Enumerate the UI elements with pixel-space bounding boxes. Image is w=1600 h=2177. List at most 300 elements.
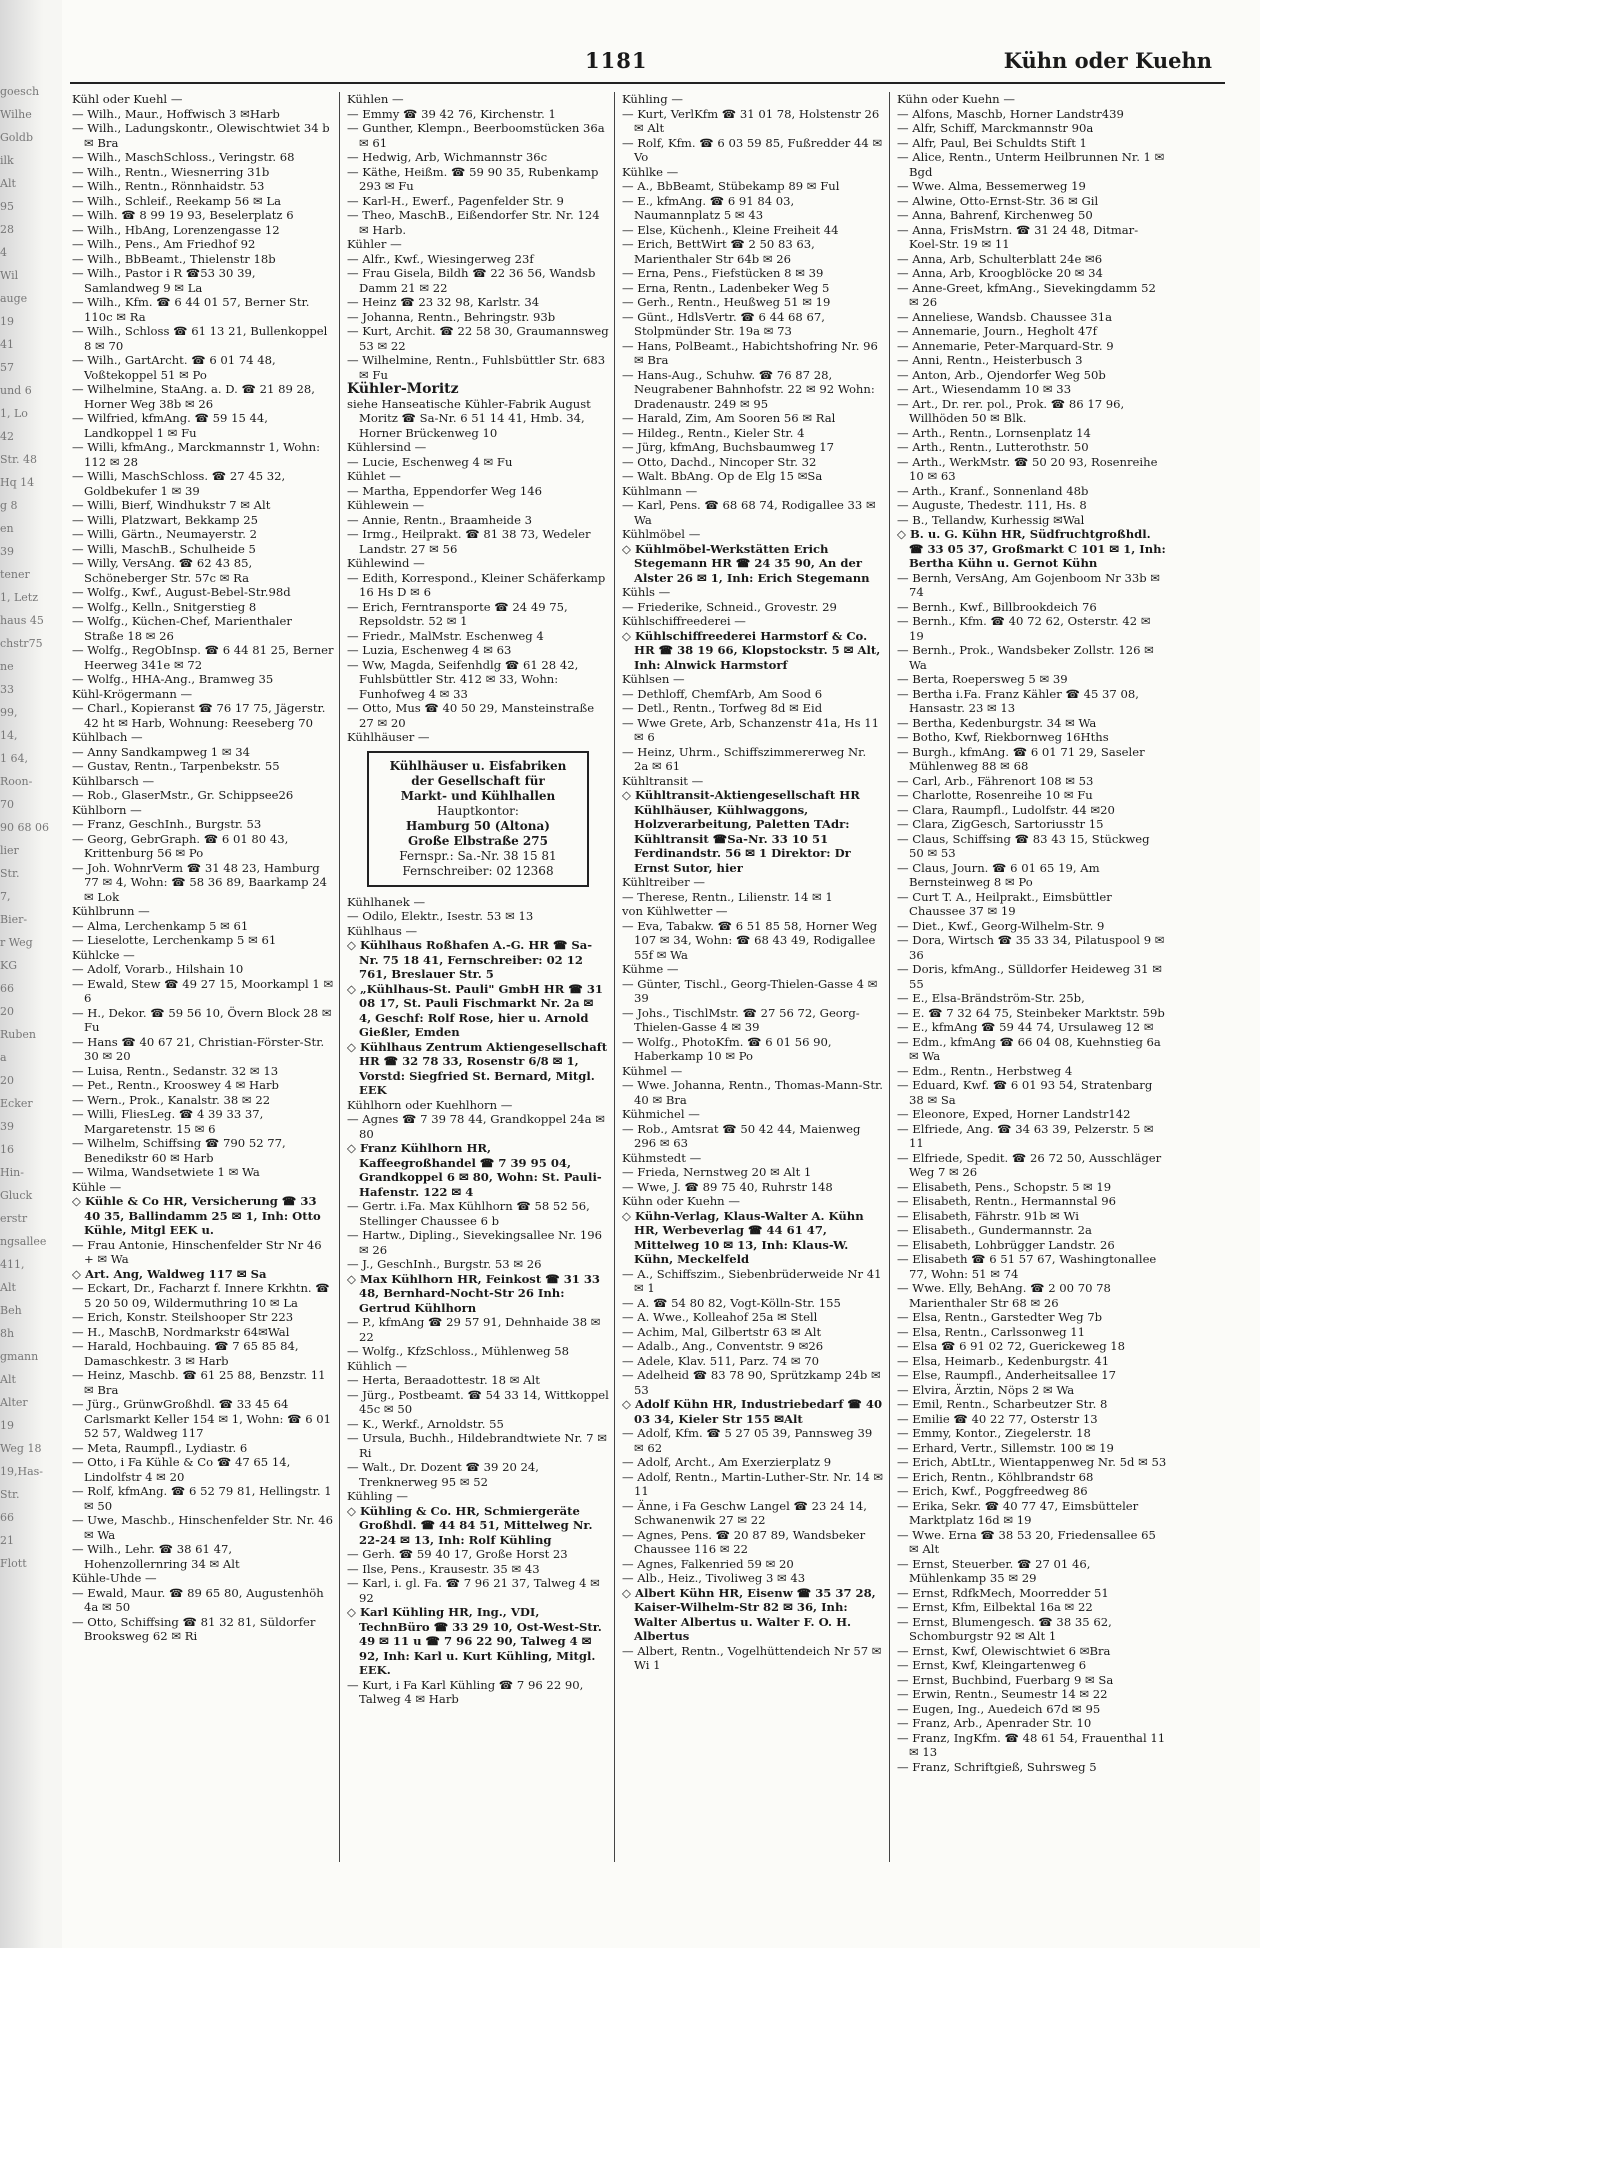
directory-entry: — Clara, Raumpfl., Ludolfstr. 44 ✉20 — [897, 802, 1115, 817]
margin-fragment: Wilhe — [0, 108, 32, 121]
margin-fragment: Hq 14 — [0, 476, 35, 489]
directory-entry: — Auguste, Thedestr. 111, Hs. 8 — [897, 498, 1087, 512]
directory-entry: — Erika, Sekr. ☎ 40 77 47, Eimsbütteler Marktplatz 16d ✉ 19 — [897, 1498, 1139, 1527]
directory-entry: — Hartw., Dipling., Sievekingsallee Nr. 196 ✉ 26 — [347, 1228, 603, 1257]
directory-entry: — Willi, Platzwart, Bekkamp 25 — [72, 512, 258, 527]
margin-fragment: und 6 — [0, 384, 32, 397]
margin-fragment: chstr75 — [0, 637, 43, 650]
margin-fragment: ilk — [0, 154, 14, 167]
margin-fragment: 70 — [0, 798, 14, 811]
directory-entry: — Bernh., Kfm. ☎ 40 72 62, Osterstr. 42 ✉ 19 — [897, 614, 1151, 643]
directory-entry: — Willy, VersAng. ☎ 62 43 85, Schöneberger Str. 57c ✉ Ra — [72, 556, 253, 585]
directory-entry: — Willi, FliesLeg. ☎ 4 39 33 37, Margaretenstr. 15 ✉ 6 — [72, 1107, 264, 1136]
margin-fragment: 90 68 06 — [0, 821, 49, 834]
directory-entry: — Wilh., Schloss ☎ 61 13 21, Bullenkoppel 8 ✉ 70 — [72, 324, 328, 353]
directory-entry: — Hedwig, Arb, Wichmannstr 36c — [347, 150, 548, 164]
directory-entry: — Wilhelmine, StaAng. a. D. ☎ 21 89 28, Horner Weg 38b ✉ 26 — [72, 382, 315, 411]
directory-entry: — Anneliese, Wandsb. Chaussee 31a — [897, 309, 1113, 324]
surname-heading: Kühlersind — — [347, 440, 427, 454]
directory-entry: — Ernst, Kfm, Eilbektal 16a ✉ 22 — [897, 1600, 1093, 1614]
directory-entry: — Erich, Rentn., Köhlbrandstr 68 — [897, 1469, 1094, 1484]
directory-entry: — Anna, FrisMstrn. ☎ 31 24 48, Ditmar-Koel-Str. 19 ✉ 11 — [897, 222, 1139, 251]
margin-fragment: Ecker — [0, 1097, 33, 1110]
surname-heading: Kühn oder Kuehn — — [897, 92, 1015, 106]
directory-entry: — Wilma, Wandsetwiete 1 ✉ Wa — [72, 1165, 260, 1179]
directory-entry: — H., MaschB, Nordmarkstr 64✉Wal — [72, 1324, 290, 1339]
margin-fragment: 95 — [0, 200, 14, 213]
directory-entry: — Elisabeth, Pens., Schopstr. 5 ✉ 19 — [897, 1179, 1112, 1194]
directory-entry: — Ernst, Buchbind, Fuerbarg 9 ✉ Sa — [897, 1672, 1114, 1687]
directory-entry: — Rolf, kfmAng. ☎ 6 52 79 81, Hellingstr. 1 ✉ 50 — [72, 1484, 332, 1513]
directory-entry: — Hans, PolBeamt., Habichtshofring Nr. 96 ✉ Bra — [622, 338, 878, 367]
surname-heading: Kühlhaus — — [347, 923, 418, 938]
surname-heading: Kühlhorn oder Kuehlhorn — — [347, 1097, 513, 1112]
directory-entry: — Kurt, VerlKfm ☎ 31 01 78, Holstenstr 26 ✉ Alt — [622, 106, 880, 135]
directory-entry: — Anni, Rentn., Heisterbusch 3 — [897, 353, 1083, 367]
margin-fragment: 19 — [0, 315, 14, 328]
directory-entry: — Frau Antonie, Hinschenfelder Str Nr 46 + ✉ Wa — [72, 1237, 322, 1266]
directory-entry: — Doris, kfmAng., Sülldorfer Heideweg 31 ✉ 55 — [897, 962, 1162, 991]
margin-fragment: 21 — [0, 1534, 14, 1547]
margin-fragment: Str. — [0, 867, 20, 880]
column-2 — [347, 92, 609, 1882]
directory-entry: — Bertha, Kedenburgstr. 34 ✉ Wa — [897, 715, 1097, 730]
directory-entry: ◇ Kühlmöbel-Werkstätten Erich Stegemann HR ☎ 24 35 90, An der Alster 26 ✉ 1, Inh: Erich Stegemann — [622, 541, 870, 585]
directory-entry: ◇ Kühn-Verlag, Klaus-Walter A. Kühn HR, Werbeverlag ☎ 44 61 47, Mittelweg 10 ✉ 13, Inh: Klaus-W. Kühn, Meckelfeld — [622, 1208, 864, 1266]
directory-entry: — Elsa, Rentn., Garstedter Weg 7b — [897, 1310, 1103, 1324]
advertisement-line: Hauptkontor: — [437, 803, 519, 818]
directory-entry: — Joh. WohnrVerm ☎ 31 48 23, Hamburg 77 ✉ 4, Wohn: ☎ 58 36 89, Baarkamp 24 ✉ Lok — [72, 860, 328, 904]
surname-heading: Kühmel — — [622, 1063, 683, 1078]
surname-heading: Kühlbrunn — — [72, 904, 150, 918]
directory-entry: — Elsa, Heimarb., Kedenburgstr. 41 — [897, 1353, 1110, 1368]
directory-entry: — Odilo, Elektr., Isestr. 53 ✉ 13 — [347, 909, 534, 923]
directory-entry: — Edm., kfmAng ☎ 66 04 08, Kuehnstieg 6a ✉ Wa — [897, 1034, 1161, 1063]
margin-fragment: r Weg — [0, 936, 33, 949]
directory-entry: — Günt., HdlsVertr. ☎ 6 44 68 67, Stolpmünder Str. 19a ✉ 73 — [622, 309, 825, 338]
margin-fragment: Alt — [0, 177, 16, 190]
column-divider — [339, 92, 340, 1862]
surname-heading: Kühl-Krögermann — — [72, 686, 193, 701]
directory-entry: — Adolf, Vorarb., Hilshain 10 — [72, 962, 244, 976]
directory-entry: — Erwin, Rentn., Seumestr 14 ✉ 22 — [897, 1687, 1108, 1701]
directory-entry: — Adalb., Ang., Conventstr. 9 ✉26 — [622, 1339, 824, 1353]
margin-fragment: 39 — [0, 1120, 14, 1133]
directory-entry: — Gunther, Klempn., Beerboomstücken 36a ✉ 61 — [347, 121, 605, 150]
surname-heading: Kühn oder Kuehn — — [622, 1194, 740, 1208]
directory-entry: — Wilh., BbBeamt., Thielenstr 18b — [72, 251, 276, 266]
directory-entry: — Alfr, Paul, Bei Schuldts Stift 1 — [897, 135, 1087, 150]
directory-entry: — Elsa ☎ 6 91 02 72, Guerickeweg 18 — [897, 1339, 1126, 1353]
surname-heading: Kühlewind — — [347, 556, 425, 570]
margin-fragment: 39 — [0, 545, 14, 558]
directory-entry: — Theo, MaschB., Eißendorfer Str. Nr. 124 ✉ Harb. — [347, 208, 600, 237]
directory-entry: — Heinz, Uhrm., Schiffszimmererweg Nr. 2a ✉ 61 — [622, 744, 867, 773]
directory-entry: — Kurt, Archit. ☎ 22 58 30, Graumannsweg 53 ✉ 22 — [347, 324, 609, 353]
directory-entry: — E., kfmAng. ☎ 6 91 84 03, Naumannplatz 5 ✉ 43 — [622, 193, 795, 222]
directory-entry: — Erhard, Vertr., Sillemstr. 100 ✉ 19 — [897, 1440, 1114, 1455]
directory-entry: — Erna, Pens., Fiefstücken 8 ✉ 39 — [622, 266, 824, 280]
directory-entry: — E. ☎ 7 32 64 75, Steinbeker Marktstr. 59b — [897, 1005, 1165, 1020]
directory-entry: — Otto, Dachd., Nincoper Str. 32 — [622, 454, 817, 469]
surname-heading: Kühlhanek — — [347, 894, 426, 909]
directory-entry: — Anna, Arb, Kroogblöcke 20 ✉ 34 — [897, 266, 1103, 280]
directory-entry: — Elfriede, Ang. ☎ 34 63 39, Pelzerstr. 5 ✉ 11 — [897, 1121, 1154, 1150]
running-head: Kühn oder Kuehn — [1003, 48, 1212, 73]
directory-entry: — Wilh., Rentn., Rönnhaidstr. 53 — [72, 179, 265, 193]
directory-entry: — Alwine, Otto-Ernst-Str. 36 ✉ Gil — [897, 193, 1099, 208]
margin-fragment: Hin- — [0, 1166, 24, 1179]
margin-fragment: 41 — [0, 338, 14, 351]
margin-fragment: 14, — [0, 729, 18, 742]
directory-entry: — Wolfg., HHA-Ang., Bramweg 35 — [72, 672, 274, 686]
directory-entry: — Luzia, Eschenweg 4 ✉ 63 — [347, 643, 512, 657]
directory-entry: — Luisa, Rentn., Sedanstr. 32 ✉ 13 — [72, 1063, 279, 1078]
directory-entry: — Adolf, Kfm. ☎ 5 27 05 39, Pannsweg 39 ✉ 62 — [622, 1426, 873, 1455]
directory-entry: — A. ☎ 54 80 82, Vogt-Kölln-Str. 155 — [622, 1295, 841, 1310]
directory-entry: — Erich, Kwf., Poggfreedweg 86 — [897, 1484, 1088, 1498]
directory-entry: — Ilse, Pens., Krausestr. 35 ✉ 43 — [347, 1561, 540, 1576]
directory-entry: — Franz, Schriftgieß, Suhrsweg 5 — [897, 1759, 1097, 1774]
directory-entry: — Detl., Rentn., Torfweg 8d ✉ Eid — [622, 701, 823, 715]
directory-entry: — Gerh., Rentn., Heußweg 51 ✉ 19 — [622, 295, 831, 309]
directory-entry: — Frieda, Nernstweg 20 ✉ Alt 1 — [622, 1165, 812, 1179]
directory-entry: — Otto, Schiffsing ☎ 81 32 81, Süldorfer Brooksweg 62 ✉ Ri — [72, 1614, 316, 1643]
directory-entry: — Friederike, Schneid., Grovestr. 29 — [622, 599, 837, 614]
directory-entry: — Anne-Greet, kfmAng., Sievekingdamm 52 ✉ 26 — [897, 280, 1156, 309]
directory-entry: — Carl, Arb., Fährenort 108 ✉ 53 — [897, 773, 1094, 788]
margin-fragment: a — [0, 1051, 7, 1064]
margin-fragment: Alt — [0, 1373, 16, 1386]
directory-entry: — Wolfg., PhotoKfm. ☎ 6 01 56 90, Haberkamp 10 ✉ Po — [622, 1034, 832, 1063]
directory-entry: — Meta, Raumpfl., Lydiastr. 6 — [72, 1440, 248, 1455]
directory-entry: — Claus, Schiffsing ☎ 83 43 15, Stückweg 50 ✉ 53 — [897, 831, 1150, 860]
directory-entry: — Charl., Kopieranst ☎ 76 17 75, Jägerstr. 42 ht ✉ Harb, Wohnung: Reeseberg 70 — [72, 701, 326, 730]
directory-entry: — Gertr. i.Fa. Max Kühlhorn ☎ 58 52 56, Stellinger Chaussee 6 b — [347, 1199, 590, 1228]
surname-heading: Kühle — — [72, 1179, 122, 1194]
directory-entry: — Wolfg., RegObInsp. ☎ 6 44 81 25, Berner Heerweg 341e ✉ 72 — [72, 643, 334, 672]
directory-entry: — Alfons, Maschb, Horner Landstr439 — [897, 106, 1124, 121]
directory-entry: — Jürg., GrünwGroßhdl. ☎ 33 45 64 Carlsmarkt Keller 154 ✉ 1, Wohn: ☎ 6 01 52 57, Waldweg 117 — [72, 1397, 332, 1440]
margin-fragment: 33 — [0, 683, 14, 696]
margin-fragment: 20 — [0, 1005, 14, 1018]
margin-fragment: g 8 — [0, 499, 18, 512]
margin-fragment: Str. — [0, 1488, 20, 1501]
directory-entry: — Wolfg., Kwf., August-Bebel-Str.98d — [72, 585, 291, 599]
directory-entry: ◇ Karl Kühling HR, Ing., VDI, TechnBüro ☎ 33 29 10, Ost-West-Str. 49 ✉ 11 u ☎ 7 96 22 90, Talweg 4 ✉ 92, Inh: Karl u. Kurt Kühling, Mitgl. EEK. — [347, 1605, 602, 1677]
surname-heading: Kühlsen — — [622, 672, 685, 686]
directory-entry: — A. Wwe., Kolleahof 25a ✉ Stell — [622, 1310, 818, 1324]
surname-heading: Kühmstedt — — [622, 1150, 702, 1165]
directory-entry: — Alfr, Schiff, Marckmannstr 90a — [897, 121, 1094, 135]
directory-entry: — Dora, Wirtsch ☎ 35 33 34, Pilatuspool 9 ✉ 36 — [897, 933, 1165, 962]
directory-entry: — Eleonore, Exped, Horner Landstr142 — [897, 1107, 1131, 1121]
directory-entry: — Otto, i Fa Kühle & Co ☎ 47 65 14, Lindolfstr 4 ✉ 20 — [72, 1455, 291, 1484]
margin-fragment: 1 64, — [0, 752, 28, 765]
directory-entry: — Johanna, Rentn., Behringstr. 93b — [347, 309, 556, 324]
margin-fragment: Gluck — [0, 1189, 33, 1202]
surname-heading: Kühlewein — — [347, 498, 425, 512]
directory-entry: — Elisabeth, Fährstr. 91b ✉ Wi — [897, 1208, 1079, 1223]
margin-fragment: ngsallee — [0, 1235, 47, 1248]
directory-entry: — Gerh. ☎ 59 40 17, Große Horst 23 — [347, 1547, 568, 1561]
directory-entry: — Wern., Prok., Kanalstr. 38 ✉ 22 — [72, 1092, 271, 1107]
margin-fragment: 28 — [0, 223, 14, 236]
directory-entry: ◇ Max Kühlhorn HR, Feinkost ☎ 31 33 48, Bernhard-Nocht-Str 26 Inh: Gertrud Kühlhorn — [347, 1271, 601, 1315]
margin-fragment: auge — [0, 292, 28, 305]
margin-fragment: 66 — [0, 1511, 14, 1524]
previous-page-margin — [0, 80, 60, 1575]
directory-entry: — Willi, Gärtn., Neumayerstr. 2 — [72, 527, 258, 541]
margin-fragment: Goldb — [0, 131, 34, 144]
directory-entry: — Erich, Konstr. Steilshooper Str 223 — [72, 1310, 294, 1324]
directory-entry: — Claus, Journ. ☎ 6 01 65 19, Am Bernsteinweg 8 ✉ Po — [897, 860, 1100, 889]
directory-entry: — Elisabeth, Rentn., Hermannstal 96 — [897, 1194, 1117, 1208]
directory-entry: — Ernst, Kwf, Kleingartenweg 6 — [897, 1658, 1087, 1672]
directory-entry: — Arth., Rentn., Lornsenplatz 14 — [897, 425, 1091, 440]
margin-fragment: 42 — [0, 430, 14, 443]
surname-heading: Kühlke — — [622, 164, 679, 179]
directory-entry: — Else, Küchenh., Kleine Freiheit 44 — [622, 222, 839, 237]
directory-entry: — Jürg, kfmAng, Buchsbaumweg 17 — [622, 440, 835, 454]
directory-entry: — Curt T. A., Heilprakt., Eimsbüttler Chaussee 37 ✉ 19 — [897, 889, 1112, 918]
directory-entry: — Willi, Bierf, Windhukstr 7 ✉ Alt — [72, 498, 271, 512]
directory-entry: — Wilh., HbAng, Lorenzengasse 12 — [72, 222, 280, 237]
directory-entry: — Kurt, i Fa Karl Kühling ☎ 7 96 22 90, Talweg 4 ✉ Harb — [347, 1677, 584, 1706]
directory-entry: — Ewald, Maur. ☎ 89 65 80, Augustenhöh 4a ✉ 50 — [72, 1585, 324, 1614]
directory-entry: ◇ Kühltransit-Aktiengesellschaft HR Kühlhäuser, Kühlwaggons, Holzverarbeitung, Paletten TAdr: Kühltransit ☎Sa-Nr. 33 10 51 Ferdinandstr. 56 ✉ 1 Direktor: Dr Ernst Sutor, hier — [622, 788, 860, 875]
directory-entry: — Bernh., Kwf., Billbrookdeich 76 — [897, 599, 1097, 614]
column-1 — [72, 92, 334, 1882]
directory-entry: — Wwe. Alma, Bessemerweg 19 — [897, 179, 1086, 193]
margin-fragment: 1, Letz — [0, 591, 39, 604]
directory-entry: ◇ Art. Ang, Waldweg 117 ✉ Sa — [72, 1266, 267, 1281]
directory-entry: — H., Dekor. ☎ 59 56 10, Övern Block 28 ✉ Fu — [72, 1005, 332, 1034]
directory-entry: — Annie, Rentn., Braamheide 3 — [347, 512, 533, 527]
directory-entry: — Alfr., Kwf., Wiesingerweg 23f — [347, 251, 534, 266]
directory-entry: — Erich, Ferntransporte ☎ 24 49 75, Repsoldstr. 52 ✉ 1 — [347, 599, 568, 628]
directory-entry: — K., Werkf., Arnoldstr. 55 — [347, 1416, 504, 1431]
directory-entry: — E., kfmAng ☎ 59 44 74, Ursulaweg 12 ✉ — [897, 1020, 1154, 1034]
directory-entry: — Alb., Heiz., Tivoliweg 3 ✉ 43 — [622, 1571, 806, 1585]
directory-entry: — Elsa, Rentn., Carlssonweg 11 — [897, 1324, 1085, 1339]
directory-entry: — Burgh., kfmAng. ☎ 6 01 71 29, Saseler Mühlenweg 88 ✉ 68 — [897, 744, 1145, 773]
directory-entry: — Wwe. Erna ☎ 38 53 20, Friedensallee 65 ✉ Alt — [897, 1527, 1156, 1556]
surname-heading: Kühltransit — — [622, 773, 704, 788]
column-3 — [622, 92, 884, 1882]
directory-entry: — Wilh., Schleif., Reekamp 56 ✉ La — [72, 193, 281, 208]
margin-fragment: gmann — [0, 1350, 39, 1363]
surname-heading: Kühl oder Kuehl — — [72, 92, 183, 106]
directory-entry: — Rolf, Kfm. ☎ 6 03 59 85, Fußredder 44 ✉ Vo — [622, 135, 883, 164]
directory-entry: — Erich, BettWirt ☎ 2 50 83 63, Marienthaler Str 64b ✉ 26 — [622, 237, 815, 266]
directory-entry: — Agnes, Pens. ☎ 20 87 89, Wandsbeker Chaussee 116 ✉ 22 — [622, 1527, 866, 1556]
directory-entry: — Edm., Rentn., Herbstweg 4 — [897, 1063, 1073, 1078]
directory-entry: ◇ Albert Kühn HR, Eisenw ☎ 35 37 28, Kaiser-Wilhelm-Str 82 ✉ 36, Inh: Walter Albertus u. Walter F. O. H. Albertus — [622, 1585, 876, 1643]
directory-entry: — Hans-Aug., Schuhw. ☎ 76 87 28, Neugrabener Bahnhofstr. 22 ✉ 92 Wohn: Dradenaustr. 249 ✉ 95 — [622, 367, 875, 411]
directory-entry: — Annemarie, Peter-Marquard-Str. 9 — [897, 338, 1114, 353]
directory-entry: — Berta, Roepersweg 5 ✉ 39 — [897, 672, 1068, 686]
directory-entry: — Wwe. Johanna, Rentn., Thomas-Mann-Str. 40 ✉ Bra — [622, 1078, 883, 1107]
directory-entry: — Franz, IngKfm. ☎ 48 61 54, Frauenthal 11 ✉ 13 — [897, 1730, 1166, 1759]
directory-entry: — Else, Raumpfl., Anderheitsallee 17 — [897, 1368, 1117, 1382]
directory-entry: — Wilh., Maur., Hoffwisch 3 ✉Harb — [72, 106, 280, 121]
directory-entry: — Wilh., Kfm. ☎ 6 44 01 57, Berner Str. 110c ✉ Ra — [72, 295, 310, 324]
column-divider — [614, 92, 615, 1862]
margin-fragment: 16 — [0, 1143, 14, 1156]
surname-heading: Kühling — — [622, 92, 683, 106]
directory-entry: — Wolfg., Kelln., Snitgerstieg 8 — [72, 599, 257, 614]
directory-entry: — Eduard, Kwf. ☎ 6 01 93 54, Stratenbarg 38 ✉ Sa — [897, 1078, 1153, 1107]
directory-entry: — Otto, Mus ☎ 40 50 29, Mansteinstraße 27 ✉ 20 — [347, 701, 595, 730]
directory-entry: — A., BbBeamt, Stübekamp 89 ✉ Ful — [622, 179, 840, 193]
directory-entry: — Wilh., Lehr. ☎ 38 61 47, Hohenzollernring 34 ✉ Alt — [72, 1542, 240, 1571]
directory-entry: — Anton, Arb., Ojendorfer Weg 50b — [897, 367, 1106, 382]
directory-entry: — Dethloff, ChemfArb, Am Sood 6 — [622, 686, 823, 701]
margin-fragment: 66 — [0, 982, 14, 995]
margin-fragment: en — [0, 522, 14, 535]
directory-entry: — Martha, Eppendorfer Weg 146 — [347, 483, 543, 498]
directory-entry: — Rob., Amtsrat ☎ 50 42 44, Maienweg 296 ✉ 63 — [622, 1121, 861, 1150]
directory-entry: — Eckart, Dr., Facharzt f. Innere Krkhtn. ☎ 5 20 50 09, Wildermuthring 10 ✉ La — [72, 1281, 330, 1310]
directory-entry: — Art., Wiesendamm 10 ✉ 33 — [897, 382, 1072, 396]
margin-fragment: 99, — [0, 706, 18, 719]
directory-entry: — Emil, Rentn., Scharbeutzer Str. 8 — [897, 1397, 1108, 1411]
directory-entry: — Lucie, Eschenweg 4 ✉ Fu — [347, 454, 513, 469]
directory-entry: — Agnes, Falkenried 59 ✉ 20 — [622, 1556, 794, 1571]
directory-entry: ◇ „Kühlhaus-St. Pauli" GmbH HR ☎ 31 08 17, St. Pauli Fischmarkt Nr. 2a ✉ 4, Geschf: Rolf Rose, hier u. Arnold Gießler, Emden — [347, 981, 603, 1039]
directory-entry: — Friedr., MalMstr. Eschenweg 4 — [347, 628, 544, 643]
directory-entry: — Wilhelm, Schiffsing ☎ 790 52 77, Benedikstr 60 ✉ Harb — [72, 1136, 286, 1165]
margin-fragment: Weg 18 — [0, 1442, 42, 1455]
surname-heading: Kühlcke — — [72, 947, 135, 962]
directory-entry: — Käthe, Heißm. ☎ 59 90 35, Rubenkamp 293 ✉ Fu — [347, 164, 599, 193]
directory-entry: — Wwe. Elly, BehAng. ☎ 2 00 70 78 Marienthaler Str 68 ✉ 26 — [897, 1281, 1111, 1310]
blank-area — [0, 1948, 1600, 2177]
directory-entry: — Wilhelmine, Rentn., Fuhlsbüttler Str. 683 ✉ Fu — [347, 353, 606, 382]
directory-entry: — Ernst, RdfkMech, Moorredder 51 — [897, 1585, 1109, 1600]
surname-heading: Kühlmöbel — — [622, 527, 701, 541]
directory-entry: — Bernh, VersAng, Am Gojenboom Nr 33b ✉ 74 — [897, 570, 1161, 599]
directory-entry: — Ww, Magda, Seifenhdlg ☎ 61 28 42, Fuhlsbüttler Str. 412 ✉ 33, Wohn: Funhofweg 4 ✉ 33 — [347, 657, 579, 701]
advertisement-line: Große Elbstraße 275 — [408, 833, 548, 848]
directory-entry: — Wilh., Pastor i R ☎53 30 39, Samlandweg 9 ✉ La — [72, 266, 256, 295]
directory-entry: — Johs., TischlMstr. ☎ 27 56 72, Georg-Thielen-Gasse 4 ✉ 39 — [622, 1005, 860, 1034]
directory-entry: — Elvira, Ärztin, Nöps 2 ✉ Wa — [897, 1382, 1075, 1397]
surname-heading: Kühler-Moritz — [347, 381, 459, 397]
margin-fragment: 4 — [0, 246, 7, 259]
surname-heading: Kühmichel — — [622, 1107, 700, 1121]
column-divider — [889, 92, 890, 1862]
directory-entry: — Elisabeth., Gundermannstr. 2a — [897, 1223, 1092, 1237]
margin-fragment: Roon- — [0, 775, 33, 788]
directory-entry: — Clara, ZigGesch, Sartoriusstr 15 — [897, 817, 1104, 831]
surname-heading: Kühlet — — [347, 469, 401, 483]
directory-entry: — Bernh., Prok., Wandsbeker Zollstr. 126 ✉ Wa — [897, 643, 1154, 672]
directory-entry: — Irmg., Heilprakt. ☎ 81 38 73, Wedeler Landstr. 27 ✉ 56 — [347, 527, 591, 556]
surname-heading: Kühme — — [622, 962, 679, 976]
directory-entry: — Erna, Rentn., Ladenbeker Weg 5 — [622, 280, 830, 295]
surname-heading: Kühlborn — — [72, 802, 142, 817]
margin-fragment: Alt — [0, 1281, 16, 1294]
margin-fragment: goesch — [0, 85, 40, 98]
advertisement-line: Fernschreiber: 02 12368 — [402, 863, 554, 878]
advertisement-line: Hamburg 50 (Altona) — [406, 818, 550, 833]
directory-entry: — Wilh., Rentn., Wiesnerring 31b — [72, 164, 270, 179]
directory-entry: — Therese, Rentn., Lilienstr. 14 ✉ 1 — [622, 889, 833, 904]
directory-entry: — Willi, MaschB., Schulheide 5 — [72, 541, 256, 556]
directory-entry: — Anna, Bahrenf, Kirchenweg 50 — [897, 208, 1093, 222]
directory-entry: — Karl, i. gl. Fa. ☎ 7 96 21 37, Talweg 4 ✉ 92 — [347, 1576, 600, 1605]
directory-entry: — Heinz ☎ 23 32 98, Karlstr. 34 — [347, 295, 540, 309]
margin-fragment: 8h — [0, 1327, 15, 1340]
directory-entry: — Ursula, Buchh., Hildebrandtwiete Nr. 7 ✉ Ri — [347, 1431, 607, 1460]
directory-entry: — Adolf, Rentn., Martin-Luther-Str. Nr. 14 ✉ 11 — [622, 1469, 884, 1498]
directory-entry: — Eva, Tabakw. ☎ 6 51 85 58, Horner Weg 107 ✉ 34, Wohn: ☎ 68 43 49, Rodigallee 55f ✉ Wa — [622, 918, 878, 962]
directory-entry: — Bertha i.Fa. Franz Kähler ☎ 45 37 08, Hansastr. 23 ✉ 13 — [897, 686, 1139, 715]
margin-fragment: Str. 48 — [0, 453, 37, 466]
directory-entry: — Ernst, Kwf, Olewischtwiet 6 ✉Bra — [897, 1643, 1111, 1658]
surname-heading: Kühltreiber — — [622, 875, 705, 889]
directory-entry: — Elisabeth, Lohbrügger Landstr. 26 — [897, 1237, 1115, 1252]
directory-entry: — Lieselotte, Lerchenkamp 5 ✉ 61 — [72, 933, 277, 947]
directory-entry: — Alma, Lerchenkamp 5 ✉ 61 — [72, 918, 249, 933]
advertisement-line: Fernspr.: Sa.-Nr. 38 15 81 — [399, 848, 557, 863]
directory-entry: — Rob., GlaserMstr., Gr. Schippsee26 — [72, 788, 294, 802]
directory-entry: — P., kfmAng ☎ 29 57 91, Dehnhaide 38 ✉ 22 — [347, 1315, 601, 1344]
directory-entry: ◇ Kühling & Co. HR, Schmiergeräte Großhdl. ☎ 44 84 51, Mittelweg Nr. 22-24 ✉ 13, Inh: Rolf Kühling — [347, 1503, 593, 1547]
directory-entry: — Frau Gisela, Bildh ☎ 22 36 56, Wandsb Damm 21 ✉ 22 — [347, 266, 596, 295]
directory-entry: — Harald, Zim, Am Sooren 56 ✉ Ral — [622, 411, 836, 425]
directory-entry: — Agnes ☎ 7 39 78 44, Grandkoppel 24a ✉ 80 — [347, 1112, 605, 1141]
directory-entry: — Wilfried, kfmAng. ☎ 59 15 44, Landkoppel 1 ✉ Fu — [72, 411, 268, 440]
directory-entry: — Anny Sandkampweg 1 ✉ 34 — [72, 744, 251, 759]
margin-fragment: Ruben — [0, 1028, 37, 1041]
directory-entry: — Willi, MaschSchloss. ☎ 27 45 32, Goldbekufer 1 ✉ 39 — [72, 469, 286, 498]
directory-entry: — Gustav, Rentn., Tarpenbekstr. 55 — [72, 759, 280, 773]
margin-fragment: haus 45 — [0, 614, 44, 627]
directory-entry: — J., GeschInh., Burgstr. 53 ✉ 26 — [347, 1257, 542, 1271]
header-rule — [70, 82, 1225, 84]
directory-entry: — Franz, Arb., Apenrader Str. 10 — [897, 1716, 1092, 1730]
advertisement-box — [367, 751, 589, 887]
directory-entry: — Wolfg., KfzSchloss., Mühlenweg 58 — [347, 1344, 569, 1358]
advertisement-line: Kühlhäuser u. Eisfabriken — [389, 758, 567, 773]
directory-entry: — Arth., Kranf., Sonnenland 48b — [897, 483, 1089, 498]
margin-fragment: 19 — [0, 1419, 14, 1432]
directory-entry: — Anna, Arb, Schulterblatt 24e ✉6 — [897, 251, 1103, 266]
directory-entry: — A., Schiffszim., Siebenbrüderweide Nr 41 ✉ 1 — [622, 1266, 882, 1295]
directory-entry: — Diet., Kwf., Georg-Wilhelm-Str. 9 — [897, 918, 1105, 933]
directory-entry: ◇ Kühle & Co HR, Versicherung ☎ 33 40 35, Ballindamm 25 ✉ 1, Inh: Otto Kühle, Mitgl EEK u. — [72, 1194, 321, 1237]
surname-heading: Kühlich — — [347, 1358, 407, 1373]
margin-fragment: 7, — [0, 890, 11, 903]
directory-entry: — Elisabeth ☎ 6 51 57 67, Washingtonallee 77, Wohn: 51 ✉ 74 — [897, 1252, 1157, 1281]
margin-fragment: Flott — [0, 1557, 27, 1570]
directory-entry: — Ewald, Stew ☎ 49 27 15, Moorkampl 1 ✉ 6 — [72, 976, 334, 1005]
directory-entry: ◇ Franz Kühlhorn HR, Kaffeegroßhandel ☎ 7 39 95 04, Grandkoppel 6 ✉ 80, Wohn: St. Pauli-Hafenstr. 122 ✉ 4 — [347, 1141, 602, 1199]
advertisement-line: der Gesellschaft für — [411, 773, 545, 788]
directory-entry: ◇ Kühlhaus Zentrum Aktiengesellschaft HR ☎ 32 78 33, Rosenstr 6/8 ✉ 1, Vorstd: Siegfried St. Bernard, Mitgl. EEK — [347, 1039, 608, 1097]
directory-entry: — Edith, Korrespond., Kleiner Schäferkamp 16 Hs D ✉ 6 — [347, 570, 606, 599]
margin-fragment: Wil — [0, 269, 19, 282]
directory-entry: — Walt., Dr. Dozent ☎ 39 20 24, Trenknerweg 95 ✉ 52 — [347, 1460, 539, 1489]
directory-entry: ◇ B. u. G. Kühn HR, Südfruchtgroßhdl. ☎ 33 05 37, Großmarkt C 101 ✉ 1, Inh: Bertha Kühn u. Gernot Kühn — [897, 527, 1166, 570]
directory-entry: — Art., Dr. rer. pol., Prok. ☎ 86 17 96, Willhöden 50 ✉ Blk. — [897, 396, 1125, 425]
directory-entry: — B., Tellandw, Kurhessig ✉Wal — [897, 512, 1085, 527]
surname-heading: Kühlbach — — [72, 730, 143, 744]
directory-entry: — Adolf, Archt., Am Exerzierplatz 9 — [622, 1455, 832, 1469]
